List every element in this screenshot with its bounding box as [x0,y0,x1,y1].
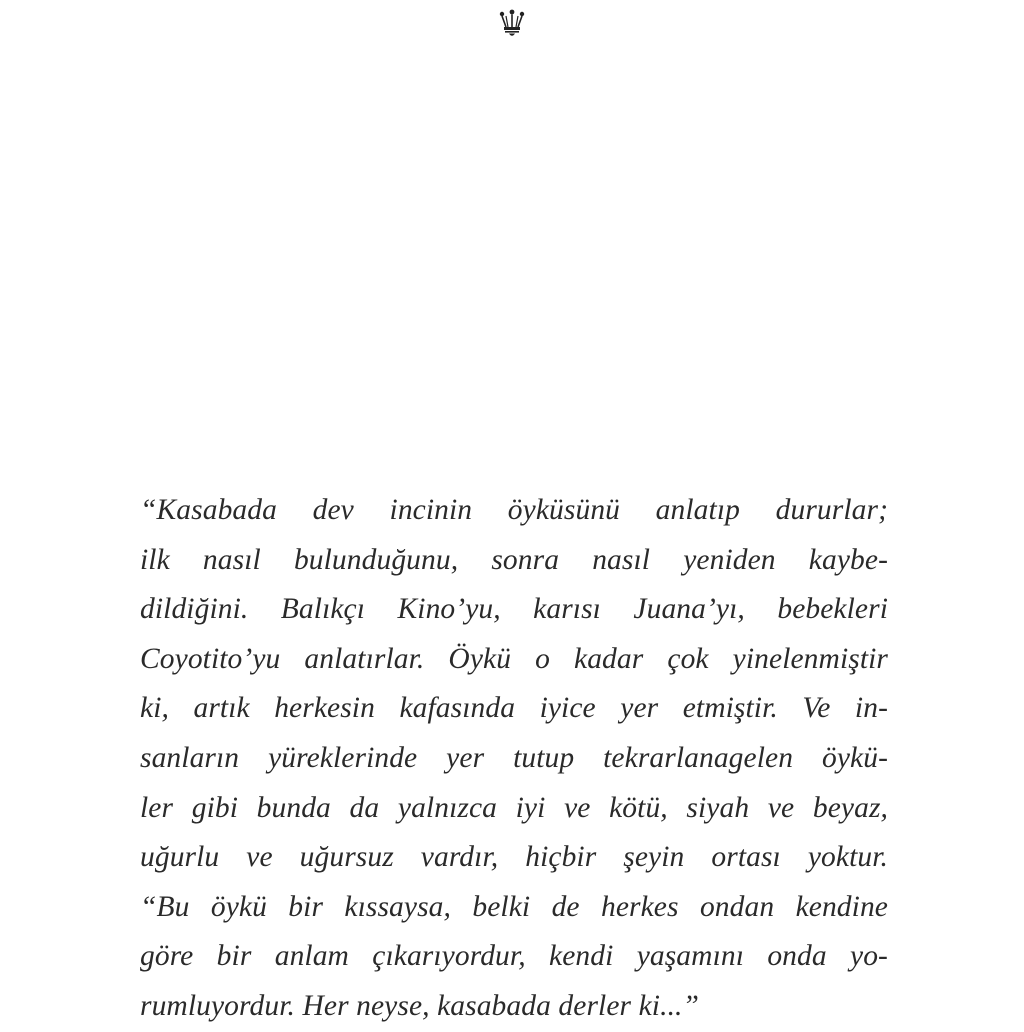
crown-icon [497,8,527,40]
passage-line: Coyotito’yu anlatırlar. Öykü o kadar çok yinelenmiştir [140,642,888,675]
passage-line: dildiğini. Balıkçı Kino’yu, karısı Juana’yı, bebekleri [140,593,888,626]
passage-line: “Kasabada dev incinin öyküsünü anlatıp dururlar; [140,494,888,526]
passage-line: uğurlu ve uğursuz vardır, hiçbir şeyin ortası yoktur. [140,841,888,874]
passage-line: sanların yüreklerinde yer tutup tekrarlanagelen öykü- [140,741,888,774]
passage-line: ler gibi bunda da yalnızca iyi ve kötü, siyah ve beyaz, [140,791,888,824]
passage-line: ilk nasıl bulunduğunu, sonra nasıl yeniden kaybe- [140,543,888,576]
passage-line-last: rumluyordur. Her neyse, kasabada derler ki...” [140,989,700,1022]
passage-line: göre bir anlam çıkarıyordur, kendi yaşamını onda yo- [140,940,888,973]
passage-line: “Bu öykü bir kıssaysa, belki de herkes ondan kendine [140,890,888,923]
passage-line: ki, artık herkesin kafasında iyice yer etmiştir. Ve in- [140,692,888,725]
quote-passage [140,486,888,1032]
